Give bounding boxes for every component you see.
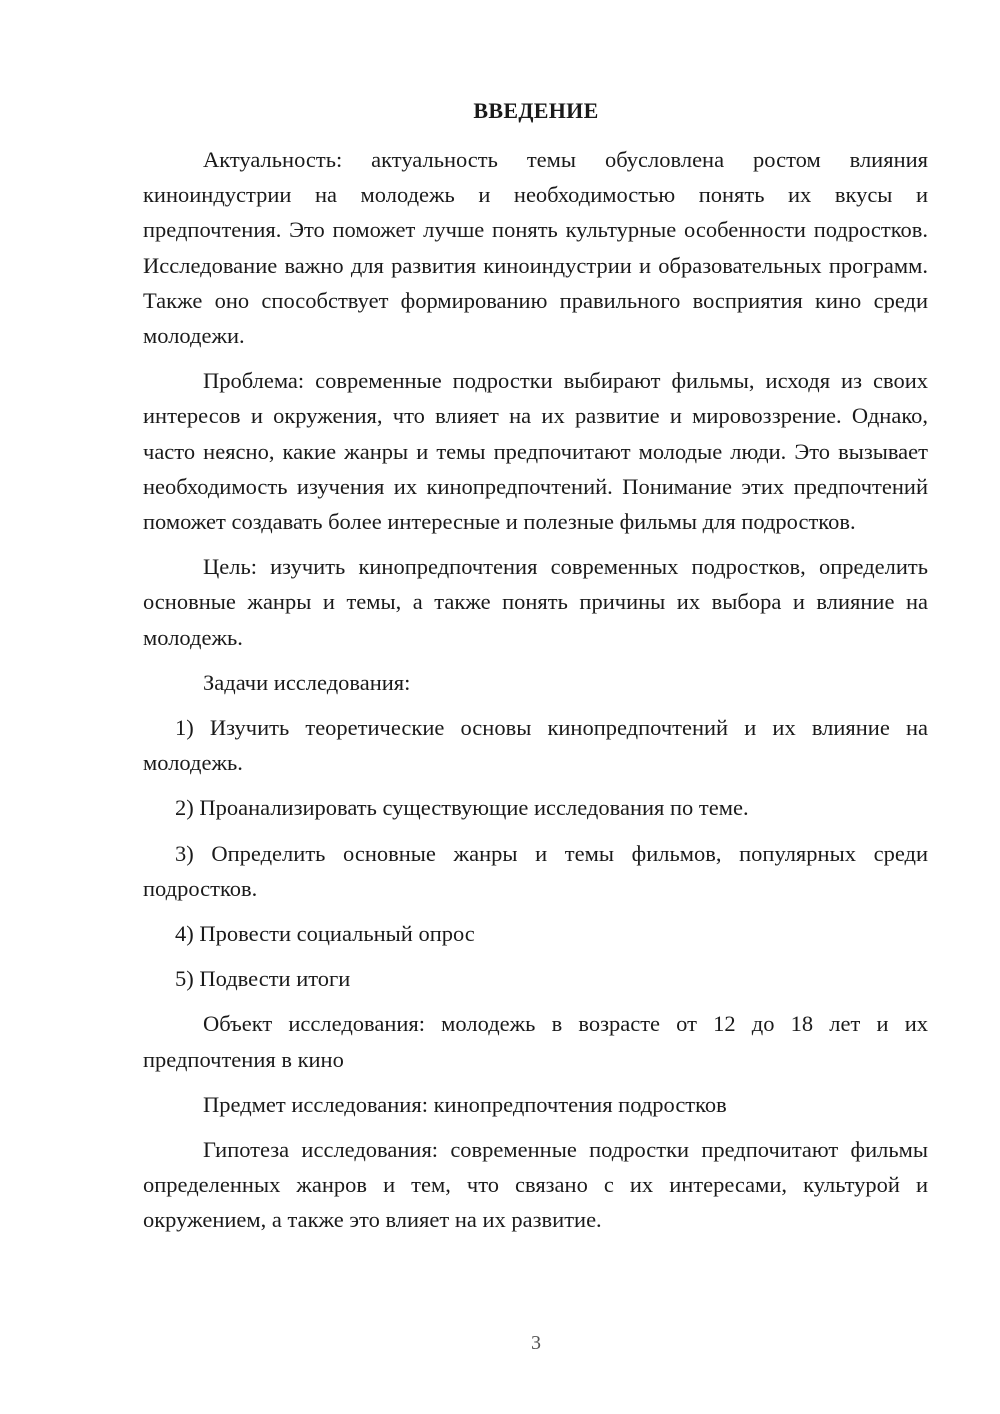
paragraph-goal: Цель: изучить кинопредпочтения современных подростков, определить основные жанры и темы, а также понять причины их выбора и влияние на молодежь.	[143, 554, 928, 650]
paragraph-problem: Проблема: современные подростки выбирают фильмы, исходя из своих интересов и окружения, что влияет на их развитие и мировоззрение. Однако, часто неясно, какие жанры и темы предпочитают молодые люди. Это вызывает необходимость изучения их кинопредпочтений. Понимание этих предпочтений поможет создавать более интересные и полезные фильмы для подростков.	[143, 368, 928, 535]
list-item-task-5: 5) Подвести итоги	[175, 966, 351, 992]
paragraph-hypothesis: Гипотеза исследования: современные подростки предпочитают фильмы определенных жанров и тем, что связано с их интересами, культурой и окружением, а также это влияет на их развитие.	[143, 1137, 928, 1233]
list-item-task-1: 1) Изучить теоретические основы кинопредпочтений и их влияние на молодежь.	[143, 715, 928, 776]
paragraph-object: Объект исследования: молодежь в возрасте от 12 до 18 лет и их предпочтения в кино	[143, 1011, 928, 1072]
page-number: 3	[531, 1332, 541, 1354]
list-item-task-2: 2) Проанализировать существующие исследования по теме.	[175, 795, 749, 821]
list-item-task-4: 4) Провести социальный опрос	[175, 921, 475, 947]
list-item-task-3: 3) Определить основные жанры и темы фильмов, популярных среди подростков.	[143, 840, 928, 901]
paragraph-relevance: Актуальность: актуальность темы обусловлена ростом влияния киноиндустрии на молодежь и необходимостью понять их вкусы и предпочтения. Это поможет лучше понять культурные особенности подростков. Исследование важно для развития киноиндустрии и образовательных программ. Также оно способствует формированию правильного восприятия кино среди молодежи.	[143, 147, 928, 349]
page-title: ВВЕДЕНИЕ	[473, 98, 599, 123]
document-body	[143, 142, 928, 1248]
paragraph-tasks-heading: Задачи исследования:	[203, 669, 411, 695]
paragraph-subject: Предмет исследования: кинопредпочтения подростков	[203, 1091, 727, 1117]
